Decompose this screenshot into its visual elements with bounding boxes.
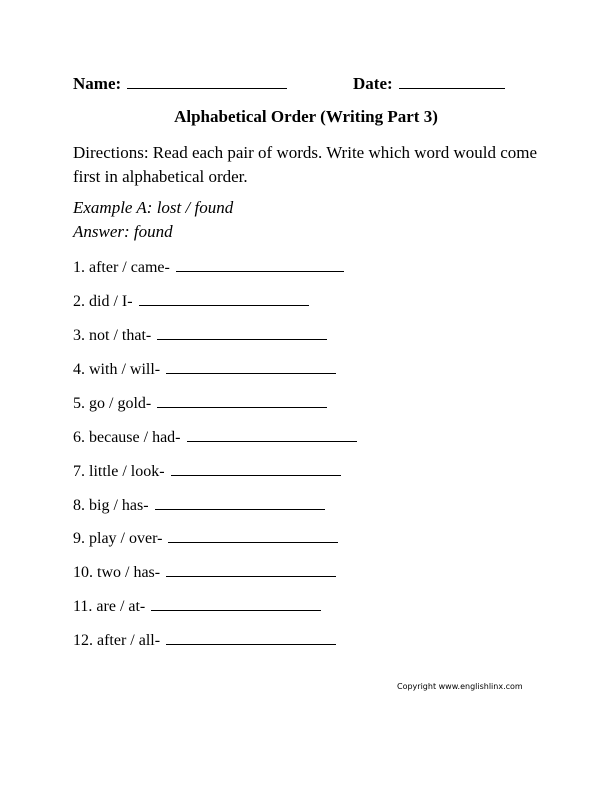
- answer-blank-line[interactable]: [157, 393, 327, 408]
- name-label: Name:: [73, 74, 122, 93]
- question-label: 3. not / that-: [73, 327, 152, 344]
- question-label: 12. after / all-: [73, 632, 161, 649]
- answer-blank-line[interactable]: [139, 291, 309, 306]
- date-label: Date:: [353, 74, 393, 93]
- question-label: 4. with / will-: [73, 361, 161, 378]
- answer-blank-line[interactable]: [187, 427, 357, 442]
- question-item: [73, 359, 336, 379]
- question-item: [73, 427, 357, 447]
- answer-blank-line[interactable]: [157, 325, 327, 340]
- name-field[interactable]: [73, 74, 287, 94]
- answer-blank-line[interactable]: [166, 630, 336, 645]
- copyright-text: Copyright www.englishlinx.com: [397, 682, 523, 691]
- question-label: 6. because / had-: [73, 429, 181, 446]
- question-item: [73, 257, 344, 277]
- question-label: 2. did / I-: [73, 293, 133, 310]
- question-item: [73, 325, 327, 345]
- answer-blank-line[interactable]: [155, 495, 325, 510]
- question-item: [73, 528, 338, 548]
- answer-blank-line[interactable]: [176, 257, 344, 272]
- question-label: 9. play / over-: [73, 530, 163, 547]
- answer-blank-line[interactable]: [166, 359, 336, 374]
- date-field[interactable]: [353, 74, 505, 94]
- question-label: 8. big / has-: [73, 497, 149, 514]
- example-answer: Answer: found: [73, 222, 173, 241]
- example-line: Example A: lost / found: [73, 198, 234, 217]
- question-label: 7. little / look-: [73, 463, 165, 480]
- question-item: [73, 596, 321, 616]
- question-label: 10. two / has-: [73, 564, 161, 581]
- question-label: 1. after / came-: [73, 259, 170, 276]
- answer-blank-line[interactable]: [171, 461, 341, 476]
- worksheet-title: Alphabetical Order (Writing Part 3): [174, 107, 438, 126]
- question-item: [73, 291, 309, 311]
- date-blank-line[interactable]: [399, 74, 505, 89]
- question-label: 5. go / gold-: [73, 395, 152, 412]
- directions-text: Directions: Read each pair of words. Write which word would come first in alphabetical order.: [73, 143, 538, 186]
- answer-blank-line[interactable]: [168, 528, 338, 543]
- answer-blank-line[interactable]: [151, 596, 321, 611]
- question-label: 11. are / at-: [73, 598, 146, 615]
- question-item: [73, 393, 327, 413]
- answer-blank-line[interactable]: [166, 562, 336, 577]
- question-item: [73, 562, 336, 582]
- name-blank-line[interactable]: [127, 74, 287, 89]
- question-item: [73, 495, 325, 515]
- question-item: [73, 630, 336, 650]
- question-item: [73, 461, 341, 481]
